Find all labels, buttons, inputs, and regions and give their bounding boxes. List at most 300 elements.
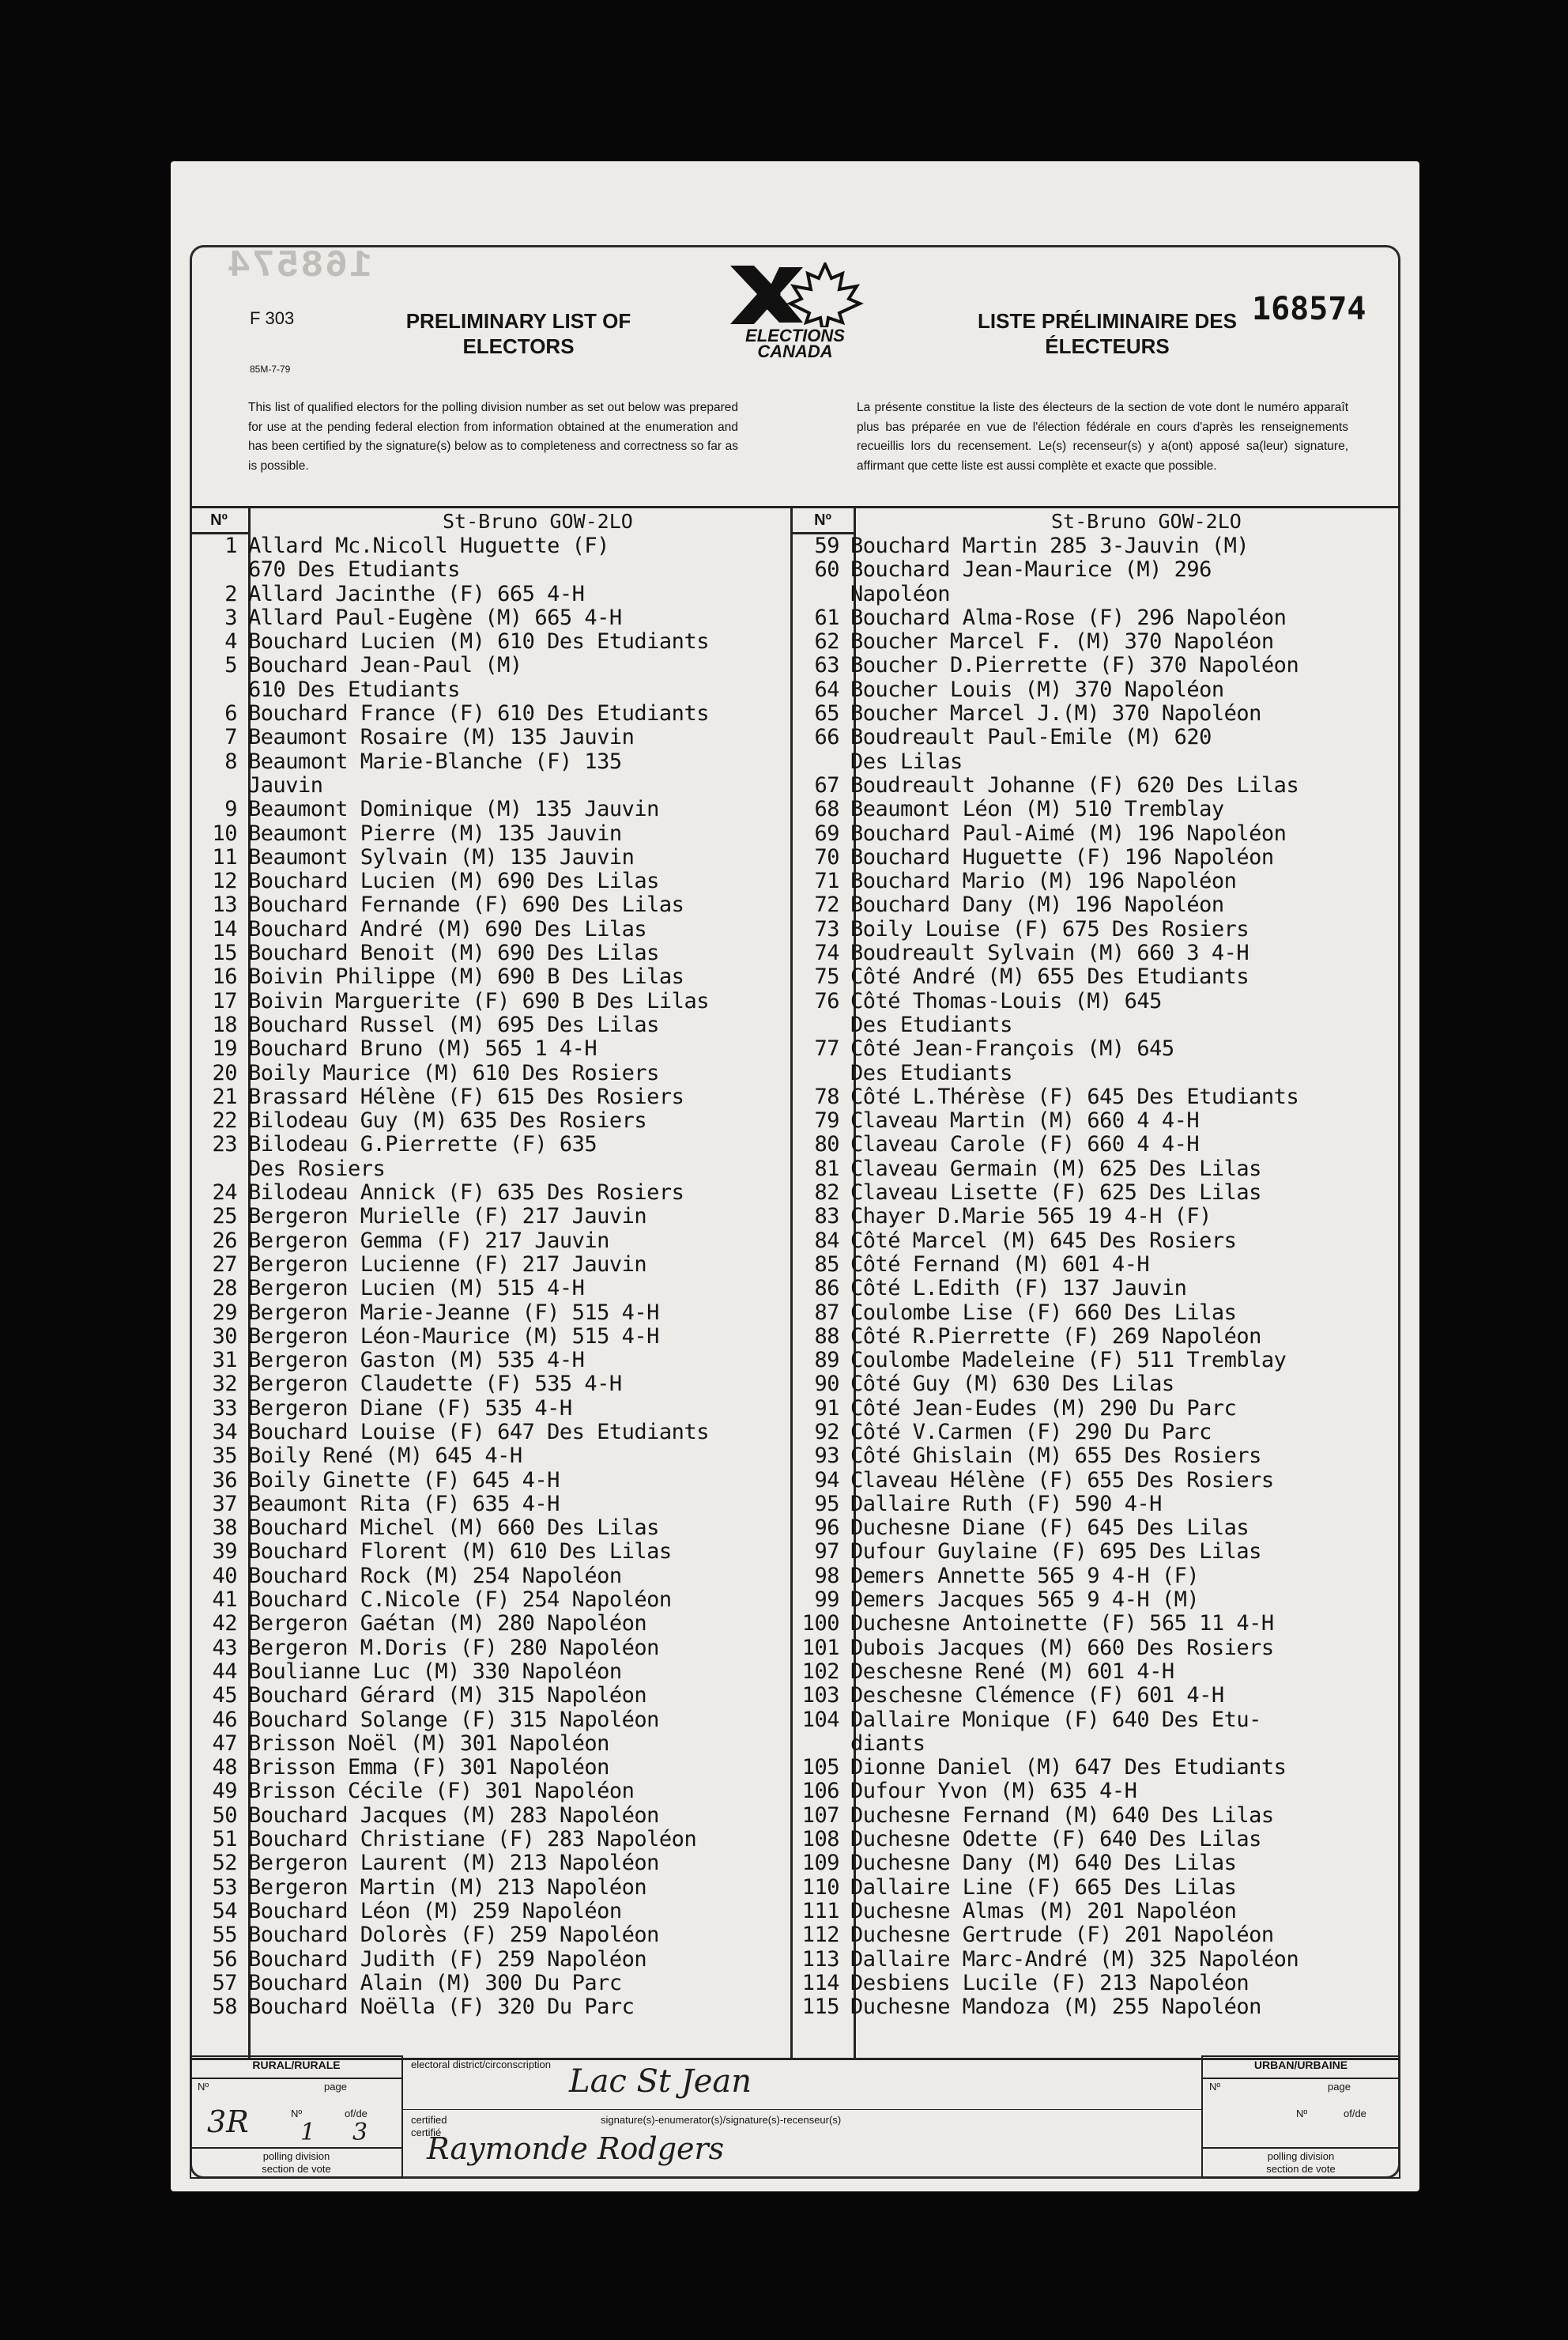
elector-row [792,1228,1400,1252]
elector-row [190,1515,790,1539]
elector-details: Boucher D.Pierrette (F) 370 Napoléon [850,653,1299,678]
elector-number: 12 [212,869,237,894]
elector-details: Bouchard Jacques (M) 283 Napoléon [248,1802,659,1828]
elector-details: Boulianne Luc (M) 330 Napoléon [248,1659,622,1684]
document-page [171,161,1419,2191]
elector-details: Bergeron Diane (F) 535 4-H [248,1395,572,1421]
elector-row [792,1755,1400,1779]
title-english [352,308,684,359]
elector-number: 50 [212,1802,237,1828]
elector-number: 70 [814,844,839,870]
elector-details: Dubois Jacques (M) 660 Des Rosiers [850,1635,1274,1660]
elector-details: Côté Guy (M) 630 Des Lilas [850,1372,1174,1397]
elector-number: 108 [801,1827,839,1852]
elector-number: 84 [814,1228,839,1253]
elector-details: Côté Ghislain (M) 655 Des Rosiers [850,1444,1261,1469]
elector-details: Bilodeau Annick (F) 635 Des Rosiers [248,1180,684,1206]
elector-row [792,1923,1400,1946]
elector-row [792,1636,1400,1659]
elector-number: 103 [801,1683,839,1708]
elector-details: Bouchard Christiane (F) 283 Napoléon [248,1827,697,1852]
elector-number: 64 [814,677,839,702]
elector-number: 43 [212,1635,237,1660]
right-entries [792,534,1400,2018]
elector-details: Duchesne Gertrude (F) 201 Napoléon [850,1923,1274,1948]
elector-number: 44 [212,1659,237,1684]
left-no-header: Nº [190,508,248,534]
elector-number: 38 [212,1515,237,1541]
elector-details: Bouchard Huguette (F) 196 Napoléon [850,844,1274,870]
elector-row [792,1971,1400,1995]
elector-details: Bouchard Benoit (M) 690 Des Lilas [248,941,659,966]
elector-row [792,653,1400,677]
elector-details: diants [850,1730,925,1756]
elector-number: 78 [814,1084,839,1109]
elector-row [190,1875,790,1899]
elector-number: 73 [814,916,839,942]
elector-row [190,1036,790,1060]
elector-row [792,1036,1400,1060]
signature-label: signature(s)-enumerator(s)/signature(s)-recenseur(s) [601,2114,842,2126]
elector-details: Bouchard Jean-Paul (M) [248,653,522,678]
elector-number: 86 [814,1276,839,1301]
urban-label: URBAN/URBAINE [1253,2059,1348,2071]
elector-row [190,1013,790,1036]
elector-number: 81 [814,1156,839,1181]
urban-polling-division-label: polling division [1267,2150,1335,2162]
elector-details: Bouchard Judith (F) 259 Napoléon [248,1946,647,1972]
elector-details: Boily Ginette (F) 645 4-H [248,1467,560,1493]
elector-number: 9 [224,797,237,822]
elector-details: Boudreault Johanne (F) 620 Des Lilas [850,772,1299,798]
elector-row [792,797,1400,821]
elector-row [792,773,1400,797]
rural-no-label: Nº [198,2081,209,2093]
elector-number: 111 [801,1898,839,1923]
elector-details: Bouchard Léon (M) 259 Napoléon [248,1898,622,1923]
elector-row [190,797,790,821]
elector-details: Duchesne Dany (M) 640 Des Lilas [850,1851,1237,1876]
elector-details: Boily René (M) 645 4-H [248,1444,522,1469]
elector-row [792,1947,1400,1971]
elector-row [190,653,790,677]
elector-details: Bouchard Solange (F) 315 Napoléon [248,1707,659,1732]
elector-number: 47 [212,1730,237,1756]
elector-row [792,1683,1400,1707]
elector-details: Coulombe Lise (F) 660 Des Lilas [850,1300,1237,1325]
elector-number: 34 [212,1419,237,1444]
urban-section-vote-label: section de vote [1266,2163,1336,2175]
elector-row [190,1252,790,1276]
elector-row [792,1731,1400,1755]
elector-number: 24 [212,1180,237,1206]
elector-row [792,1013,1400,1036]
elector-number: 65 [814,701,839,727]
elector-number: 26 [212,1228,237,1253]
elector-details: Desbiens Lucile (F) 213 Napoléon [850,1970,1250,1995]
elector-row [190,1085,790,1108]
elector-number: 62 [814,629,839,655]
logo-text-line2: CANADA [757,342,833,361]
elector-details: Brisson Emma (F) 301 Napoléon [248,1755,609,1780]
urban-page-label: page [1328,2081,1351,2093]
elector-number: 107 [801,1802,839,1828]
elector-number: 83 [814,1204,839,1229]
elector-number: 72 [814,893,839,918]
elector-number: 25 [212,1204,237,1229]
elector-number: 10 [212,821,237,846]
elector-row [190,677,790,701]
elector-number: 82 [814,1180,839,1206]
elector-row [792,534,1400,557]
elector-number: 109 [801,1851,839,1876]
elector-row [792,1539,1400,1563]
rural-page-label: page [324,2081,347,2093]
elector-row [190,701,790,725]
elector-details: Beaumont Pierre (M) 135 Jauvin [248,821,622,846]
elector-row [792,1372,1400,1395]
elector-details: Côté Fernand (M) 601 4-H [850,1251,1150,1277]
elector-details: Bilodeau Guy (M) 635 Des Rosiers [248,1108,647,1134]
elector-number: 63 [814,653,839,678]
elector-row [190,534,790,557]
rural-page-no-label: Nº [291,2108,303,2119]
elector-row [190,1300,790,1324]
elector-number: 105 [801,1755,839,1780]
elector-details: Boucher Louis (M) 370 Napoléon [850,677,1224,702]
elector-number: 23 [212,1132,237,1157]
elector-number: 115 [801,1995,839,2020]
elector-details: 670 Des Etudiants [248,557,460,583]
elector-details: Bouchard Martin 285 3-Jauvin (M) [850,534,1250,558]
elector-row [792,749,1400,773]
elector-number: 5 [224,653,237,678]
elector-row [190,1157,790,1180]
elector-row [792,1420,1400,1444]
elector-number: 75 [814,964,839,990]
elector-details: Bouchard Fernande (F) 690 Des Lilas [248,893,684,918]
intro-english: This list of qualified electors for the polling division number as set out below was prepared for use at the pending federal election from information obtained at the enumeration and has been certified by the signature(s) below as to completeness and correctness so far as is possible. [248,401,738,473]
elector-details: Côté L.Thérèse (F) 645 Des Etudiants [850,1084,1299,1109]
polling-division-label: polling division [262,2150,330,2162]
elector-row [792,1827,1400,1851]
elector-details: Boudreault Sylvain (M) 660 3 4-H [850,941,1250,966]
elector-number: 60 [814,557,839,583]
title-french-line1: LISTE PRÉLIMINAIRE DES [978,309,1237,333]
title-french-line2: ÉLECTEURS [1045,334,1170,358]
elector-row [792,1851,1400,1874]
elector-row [190,1708,790,1731]
elector-number: 17 [212,988,237,1013]
elector-row [190,725,790,749]
elector-details: Beaumont Rosaire (M) 135 Jauvin [248,725,635,750]
elector-details: Brassard Hélène (F) 615 Des Rosiers [248,1084,684,1109]
elector-details: Bouchard Lucien (M) 610 Des Etudiants [248,629,709,655]
elector-row [792,1468,1400,1492]
serial-number: 168574 [1252,291,1366,327]
elector-number: 35 [212,1444,237,1469]
elector-details: Bouchard Gérard (M) 315 Napoléon [248,1683,647,1708]
elector-details: Demers Jacques 565 9 4-H (M) [850,1587,1200,1613]
elector-row [190,1947,790,1971]
elector-row [190,557,790,581]
logo-text-line1: ELECTIONS [745,326,845,345]
elector-row [792,701,1400,725]
elector-details: Bouchard Dany (M) 196 Napoléon [850,893,1224,918]
elector-row [792,1252,1400,1276]
elector-number: 20 [212,1060,237,1085]
elector-details: Bergeron Martin (M) 213 Napoléon [248,1874,647,1900]
elector-number: 89 [814,1348,839,1373]
elector-row [792,1180,1400,1204]
elector-details: Bouchard André (M) 690 Des Lilas [248,916,647,942]
elector-number: 112 [801,1923,839,1948]
elector-row [190,1061,790,1085]
elector-row [792,989,1400,1013]
elector-details: Dufour Yvon (M) 635 4-H [850,1779,1137,1804]
elector-details: Claveau Martin (M) 660 4 4-H [850,1108,1200,1134]
elector-row [190,582,790,606]
elector-details: Côté R.Pierrette (F) 269 Napoléon [850,1323,1261,1349]
elector-row [190,1564,790,1587]
elector-details: Des Etudiants [850,1012,1012,1037]
elector-number: 59 [814,534,839,558]
elector-number: 37 [212,1491,237,1516]
right-district-header: St-Bruno GOW-2LO [1051,510,1242,533]
elector-row [792,1611,1400,1635]
elector-number: 61 [814,605,839,630]
elector-number: 32 [212,1372,237,1397]
elector-number: 51 [212,1827,237,1852]
elector-details: Dallaire Marc-André (M) 325 Napoléon [850,1946,1299,1972]
elector-details: Allard Paul-Eugène (M) 665 4-H [248,605,622,630]
elector-row [190,1492,790,1515]
elector-row [792,845,1400,869]
elector-number: 97 [814,1539,839,1564]
elector-details: Bergeron Gaston (M) 535 4-H [248,1348,585,1373]
elector-details: Bergeron Claudette (F) 535 4-H [248,1372,622,1397]
elector-details: Beaumont Rita (F) 635 4-H [248,1491,560,1516]
elector-row [792,1659,1400,1683]
elector-number: 95 [814,1491,839,1516]
elector-number: 3 [224,605,237,630]
elector-details: Bouchard C.Nicole (F) 254 Napoléon [248,1587,672,1613]
elector-row [792,1396,1400,1420]
elector-row [792,1444,1400,1467]
elector-details: Bouchard Dolorès (F) 259 Napoléon [248,1923,659,1948]
elector-row [190,1851,790,1874]
elector-number: 39 [212,1539,237,1564]
elector-row [792,1587,1400,1611]
elector-row [792,557,1400,581]
elector-details: Allard Mc.Nicoll Huguette (F) [248,534,609,558]
elector-number: 7 [224,725,237,750]
elector-details: Bilodeau G.Pierrette (F) 635 [248,1132,597,1157]
elector-details: Côté Thomas-Louis (M) 645 [850,988,1162,1013]
elector-details: Bouchard Jean-Maurice (M) 296 [850,557,1212,583]
elector-row [190,1180,790,1204]
elector-number: 41 [212,1587,237,1613]
left-district-header: St-Bruno GOW-2LO [443,510,633,533]
elector-number: 11 [212,844,237,870]
elector-row [792,725,1400,749]
elector-number: 42 [212,1611,237,1636]
elector-row [190,1587,790,1611]
elector-number: 57 [212,1970,237,1995]
elector-number: 69 [814,821,839,846]
elector-details: Côté Marcel (M) 645 Des Rosiers [850,1228,1237,1253]
elector-row [190,1396,790,1420]
elector-number: 87 [814,1300,839,1325]
elector-number: 15 [212,941,237,966]
elector-row [190,773,790,797]
elector-row [190,1372,790,1395]
elector-row [792,1300,1400,1324]
elector-details: Dallaire Ruth (F) 590 4-H [850,1491,1162,1516]
x-maple-leaf-icon [724,262,866,327]
elections-canada-logo [724,262,866,365]
elector-number: 29 [212,1300,237,1325]
elector-number: 18 [212,1012,237,1037]
elector-row [792,582,1400,606]
elector-details: Bouchard Louise (F) 647 Des Etudiants [248,1419,709,1444]
elector-number: 55 [212,1923,237,1948]
elector-details: Claveau Germain (M) 625 Des Lilas [850,1156,1261,1181]
elector-row [190,893,790,916]
elector-row [190,845,790,869]
elector-row [190,1204,790,1228]
elector-details: Côté Jean-Eudes (M) 290 Du Parc [850,1395,1237,1421]
elector-number: 92 [814,1419,839,1444]
elector-details: Bouchard Mario (M) 196 Napoléon [850,869,1237,894]
elector-details: Bouchard Alain (M) 300 Du Parc [248,1970,622,1995]
elector-details: Bergeron M.Doris (F) 280 Napoléon [248,1635,659,1660]
elector-row [792,869,1400,893]
elector-number: 33 [212,1395,237,1421]
elector-details: Des Lilas [850,749,963,774]
elector-row [190,1899,790,1923]
left-entries [190,534,790,2018]
elector-row [190,1803,790,1827]
elector-number: 114 [801,1970,839,1995]
elector-number: 13 [212,893,237,918]
elector-number: 100 [801,1611,839,1636]
elector-details: Bouchard Rock (M) 254 Napoléon [248,1563,622,1588]
elector-number: 8 [224,749,237,774]
elector-row [190,606,790,629]
elector-details: Duchesne Diane (F) 645 Des Lilas [850,1515,1250,1541]
elector-number: 77 [814,1036,839,1062]
elector-number: 91 [814,1395,839,1421]
elector-row [190,629,790,653]
elector-row [190,1276,790,1300]
urban-no-label: Nº [1209,2081,1221,2093]
elector-number: 46 [212,1707,237,1732]
logo-text [724,328,866,360]
elector-row [792,1132,1400,1156]
elector-row [792,1061,1400,1085]
elector-row [792,606,1400,629]
elector-number: 88 [814,1323,839,1349]
elector-number: 30 [212,1323,237,1349]
signature-handwritten: Raymonde Rodgers [427,2131,725,2166]
elector-row [190,821,790,845]
elector-number: 102 [801,1659,839,1684]
elector-row [792,964,1400,988]
elector-details: Beaumont Marie-Blanche (F) 135 [248,749,622,774]
elector-details: Bouchard Michel (M) 660 Des Lilas [248,1515,659,1541]
title-english-line2: ELECTORS [462,334,575,358]
elector-number: 49 [212,1779,237,1804]
elector-row [792,917,1400,941]
elector-number: 58 [212,1995,237,2020]
elector-number: 14 [212,916,237,942]
elector-details: Chayer D.Marie 565 19 4-H (F) [850,1204,1212,1229]
elector-row [190,941,790,964]
rural-label: RURAL/RURALE [252,2059,341,2071]
elector-details: Bouchard Bruno (M) 565 1 4-H [248,1036,597,1062]
elector-row [792,1157,1400,1180]
elector-row [792,1564,1400,1587]
elector-details: Boudreault Paul-Emile (M) 620 [850,725,1212,750]
elector-row [190,1420,790,1444]
elector-number: 28 [212,1276,237,1301]
rural-of-label: of/de [345,2108,368,2119]
section-vote-label: section de vote [262,2163,331,2175]
elector-row [792,1204,1400,1228]
elector-details: Brisson Cécile (F) 301 Napoléon [248,1779,635,1804]
page-number-handwritten: 1 [300,2119,316,2146]
elector-row [190,1779,790,1802]
elector-details: Duchesne Mandoza (M) 255 Napoléon [850,1995,1261,2020]
elector-row [190,1827,790,1851]
elector-number: 27 [212,1251,237,1277]
elector-number: 54 [212,1898,237,1923]
elector-details: Claveau Lisette (F) 625 Des Lilas [850,1180,1261,1206]
elector-number: 40 [212,1563,237,1588]
elector-number: 90 [814,1372,839,1397]
elector-number: 56 [212,1946,237,1972]
elector-row [190,1108,790,1132]
elector-number: 76 [814,988,839,1013]
elector-number: 79 [814,1108,839,1134]
elector-details: Bergeron Murielle (F) 217 Jauvin [248,1204,647,1229]
elector-details: Bergeron Gemma (F) 217 Jauvin [248,1228,609,1253]
elector-row [792,677,1400,701]
elector-number: 71 [814,869,839,894]
elector-details: Napoléon [850,581,951,606]
elector-row [792,1779,1400,1802]
elector-row [190,1995,790,2018]
elector-details: Claveau Carole (F) 660 4 4-H [850,1132,1200,1157]
intro-french: La présente constitue la liste des électeurs de la section de vote dont le numéro apparaît plus bas préparée en vue de l'élection fédérale en cours d'après les renseignements recueillis lors du recensement. Le(s) recenseur(s) y a(ont) apposé sa(leur) signature, affirmant que cette liste est aussi complète et exacte que possible. [857,401,1348,473]
elector-number: 104 [801,1707,839,1732]
elector-number: 45 [212,1683,237,1708]
faint-serial-number: 168574 [226,245,372,288]
elector-row [190,1132,790,1156]
elector-details: Des Etudiants [850,1060,1012,1085]
elector-details: Brisson Noël (M) 301 Napoléon [248,1730,609,1756]
elector-number: 16 [212,964,237,990]
elector-details: Bouchard Alma-Rose (F) 296 Napoléon [850,605,1287,630]
elector-details: Bergeron Lucien (M) 515 4-H [248,1276,585,1301]
elector-details: Duchesne Odette (F) 640 Des Lilas [850,1827,1261,1852]
elector-row [190,1444,790,1467]
elector-details: Beaumont Léon (M) 510 Tremblay [850,797,1224,822]
elector-number: 21 [212,1084,237,1109]
elector-details: Bouchard Noëlla (F) 320 Du Parc [248,1995,635,2020]
elector-number: 99 [814,1587,839,1613]
